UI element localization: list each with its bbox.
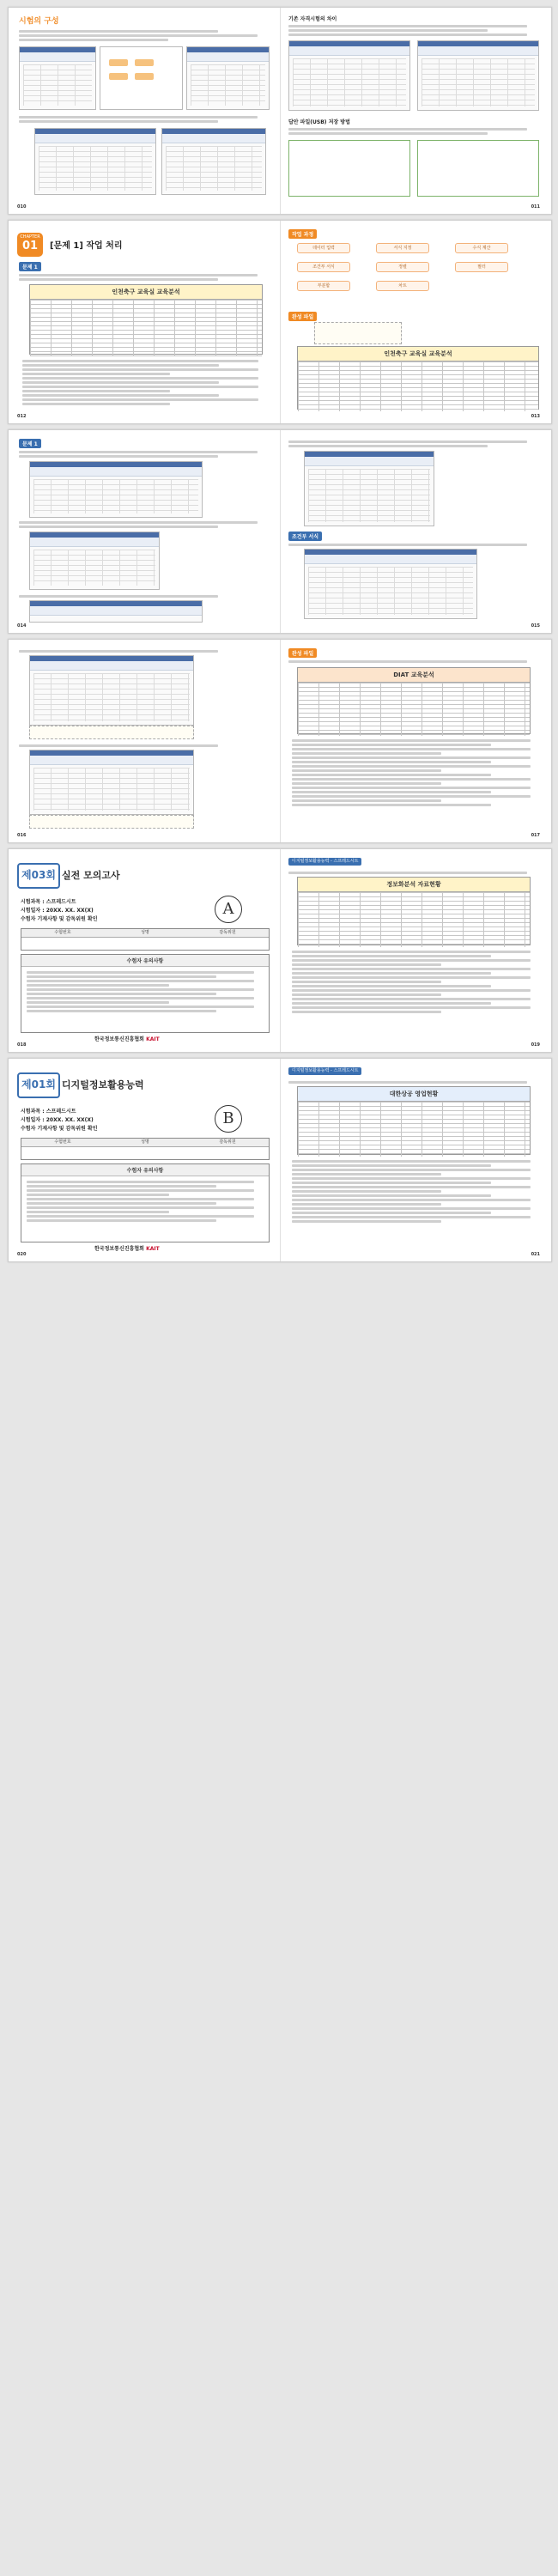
worksheet: 정보화분석 자료현황 xyxy=(297,877,531,945)
exam-info: 수험자 기재사항 및 감독위원 확인 xyxy=(21,916,98,922)
running-header: 디지털정보활용능력 - 스프레드시트 xyxy=(288,1067,361,1075)
page-number: 012 xyxy=(17,414,27,419)
page-number: 020 xyxy=(17,1252,27,1257)
instructions-box: 수험자 유의사항 xyxy=(21,954,270,1033)
exam-info: 수험자 기재사항 및 감독위원 확인 xyxy=(21,1126,98,1132)
section-heading: 기존 자격시험의 차이 xyxy=(288,16,337,22)
exam-type-letter: A xyxy=(215,896,242,923)
worksheet xyxy=(29,284,263,355)
section-tag: 완성 파일 xyxy=(288,648,317,658)
note-box xyxy=(314,322,402,344)
org-name: 한국정보통신진흥협회 KAIT xyxy=(94,1036,160,1042)
page-number: 013 xyxy=(531,414,540,419)
page-right xyxy=(280,430,551,633)
candidate-table: 수험번호 성명 감독위원 xyxy=(21,928,270,951)
exam-info: 시험일자 : 20XX. XX. XX(X) xyxy=(21,1117,94,1123)
exam-type-letter: B xyxy=(215,1105,242,1133)
page-number: 011 xyxy=(531,204,540,210)
page-left xyxy=(9,849,281,1052)
exam-title: 디지털정보활용능력 xyxy=(62,1079,144,1091)
screenshot xyxy=(29,655,194,726)
screenshot xyxy=(288,140,410,197)
spread-1 xyxy=(8,7,552,215)
screenshot xyxy=(417,40,539,111)
spread-2 xyxy=(8,220,552,424)
worksheet-title: 인천축구 교육실 교육분석 xyxy=(30,285,262,300)
section-tag: 문제 1 xyxy=(19,262,41,271)
screenshot xyxy=(29,461,203,518)
spread-4 xyxy=(8,639,552,843)
page-number: 016 xyxy=(17,833,27,838)
instructions-box: 수험자 유의사항 xyxy=(21,1163,270,1242)
flow-diagram: 데이터 입력 서식 지정 수식 계산 조건부 서식 정렬 필터 부분합 차트 xyxy=(297,243,537,305)
screenshot xyxy=(186,46,270,110)
page-left xyxy=(9,8,281,214)
section-heading: 답안 파일(USB) 저장 방법 xyxy=(288,119,350,125)
page-left xyxy=(9,640,281,842)
page-number: 015 xyxy=(531,623,540,629)
exam-info: 시험과목 : 스프레드시트 xyxy=(21,1109,76,1115)
note-box xyxy=(29,726,194,739)
page-left xyxy=(9,430,281,633)
page-number: 014 xyxy=(17,623,27,629)
screenshot xyxy=(29,750,194,815)
page-right xyxy=(280,221,551,423)
page-right xyxy=(280,1059,551,1261)
page-right xyxy=(280,8,551,214)
exam-info: 시험과목 : 스프레드시트 xyxy=(21,899,76,905)
page-left xyxy=(9,221,281,423)
chapter-badge: CHAPTER 01 xyxy=(17,233,43,257)
worksheet: 인천축구 교육실 교육분석 xyxy=(297,346,539,410)
page-left xyxy=(9,1059,281,1261)
page-title: 시험의 구성 xyxy=(19,17,59,26)
section-tag: 문제 1 xyxy=(19,439,41,448)
exam-number-badge: 제03회 xyxy=(17,863,60,889)
note-box xyxy=(29,815,194,829)
worksheet: 대한상공 영업현황 xyxy=(297,1086,531,1155)
org-name: 한국정보통신진흥협회 KAIT xyxy=(94,1246,160,1252)
exam-number-badge: 제01회 xyxy=(17,1072,60,1098)
screenshot xyxy=(29,532,160,590)
section-tag: 완성 파일 xyxy=(288,312,317,321)
section-tag: 작업 과정 xyxy=(288,229,317,239)
exam-title: 실전 모의고사 xyxy=(62,870,120,881)
screenshot xyxy=(304,451,434,526)
screenshot xyxy=(304,549,477,619)
section-tag: 조건부 서식 xyxy=(288,532,322,541)
page-right xyxy=(280,640,551,842)
spread-3 xyxy=(8,429,552,634)
worksheet: DIAT 교육분석 xyxy=(297,667,531,734)
exam-info: 시험일자 : 20XX. XX. XX(X) xyxy=(21,908,94,914)
chapter-title: [문제 1] 작업 처리 xyxy=(50,241,123,251)
page-number: 017 xyxy=(531,833,540,838)
page-number: 021 xyxy=(531,1252,540,1257)
screenshot xyxy=(19,46,96,110)
page-number: 010 xyxy=(17,204,27,210)
screenshot xyxy=(29,600,203,623)
screenshot xyxy=(34,128,156,195)
page-number: 019 xyxy=(531,1042,540,1048)
screenshot xyxy=(100,46,183,110)
page-number: 018 xyxy=(17,1042,27,1048)
spread-6 xyxy=(8,1058,552,1262)
screenshot xyxy=(288,40,410,111)
running-header: 디지털정보활용능력 - 스프레드시트 xyxy=(288,858,361,866)
spread-5 xyxy=(8,848,552,1053)
screenshot xyxy=(417,140,539,197)
candidate-table: 수험번호 성명 감독위원 xyxy=(21,1138,270,1160)
page-right xyxy=(280,849,551,1052)
screenshot xyxy=(161,128,266,195)
